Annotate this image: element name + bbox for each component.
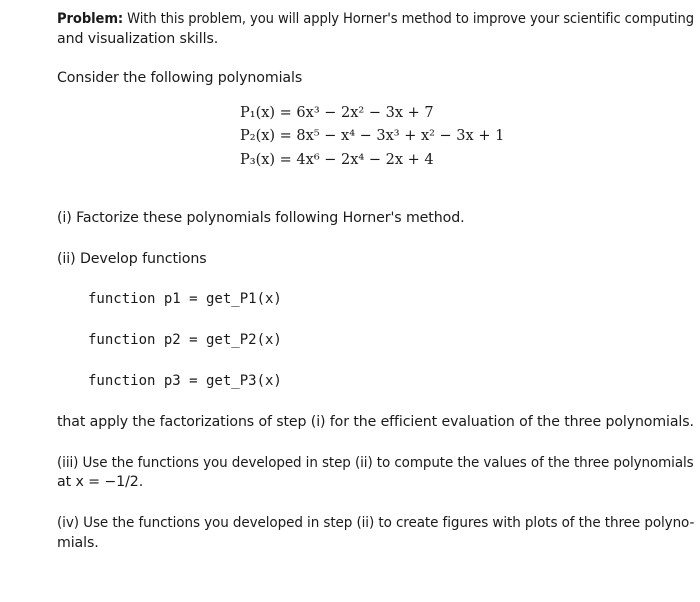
- polynomial-p3: P₃(x) = 4x⁶ − 2x⁴ − 2x + 4: [240, 152, 434, 168]
- polynomial-p1: P₁(x) = 6x³ − 2x² − 3x + 7: [240, 105, 434, 121]
- consider-text: Consider the following polynomials: [57, 70, 303, 86]
- problem-intro-line-2: and visualization skills.: [57, 31, 219, 47]
- function-p3-signature: function p3 = get_P3(x): [88, 373, 282, 389]
- part-ii-text: (ii) Develop functions: [57, 251, 207, 267]
- part-i-text: (i) Factorize these polynomials following Horner's method.: [57, 210, 465, 226]
- part-iv-line-2: mials.: [57, 535, 99, 551]
- part-ii-followup-text: that apply the factorizations of step (i) for the efficient evaluation of the three polynomials.: [57, 414, 694, 430]
- function-p1-signature: function p1 = get_P1(x): [88, 291, 282, 307]
- problem-intro-text: With this problem, you will apply Horner's method to improve your scientific computing: [123, 11, 694, 27]
- problem-intro-line-1: [57, 9, 694, 29]
- part-iii-line-2: at x = −1/2.: [57, 474, 144, 490]
- polynomial-p2: P₂(x) = 8x⁵ − x⁴ − 3x³ + x² − 3x + 1: [240, 128, 505, 144]
- part-iii-line-1: (iii) Use the functions you developed in step (ii) to compute the values of the three polynomials: [57, 455, 694, 471]
- function-p2-signature: function p2 = get_P2(x): [88, 332, 282, 348]
- part-iv-line-1: (iv) Use the functions you developed in step (ii) to create figures with plots of the three polyno-: [57, 515, 695, 531]
- problem-label: Problem:: [57, 11, 124, 27]
